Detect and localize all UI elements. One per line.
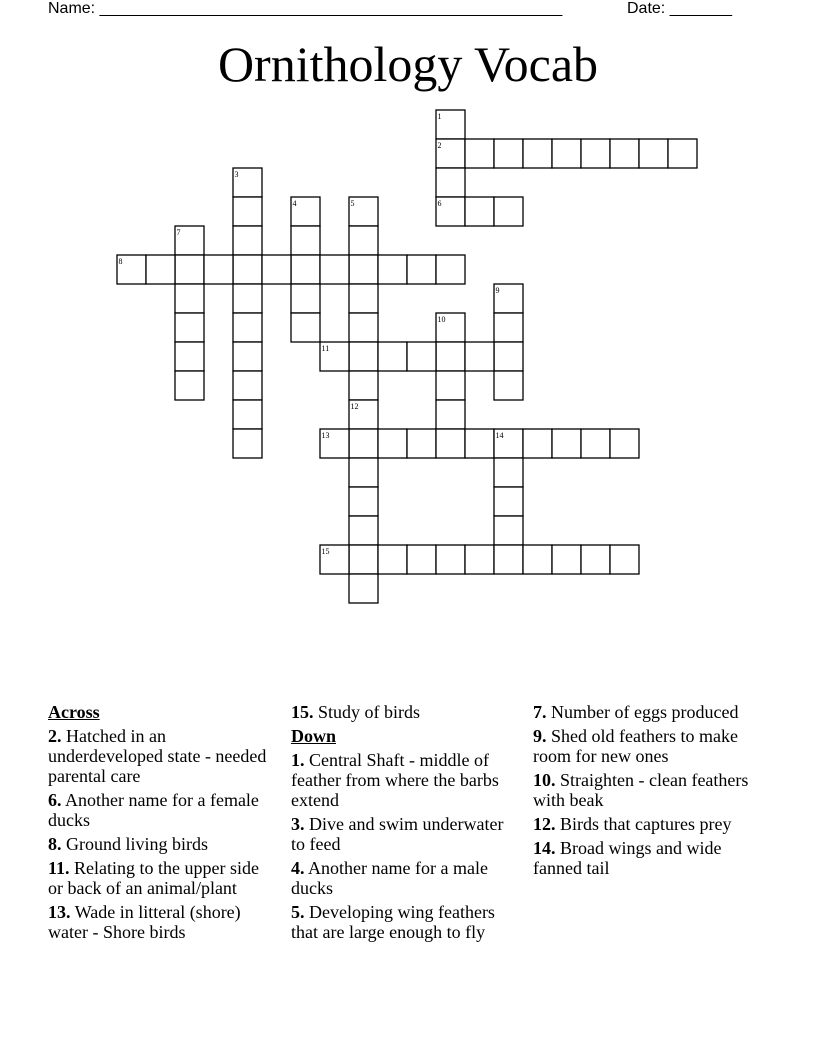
grid-cell[interactable] [378,342,407,371]
grid-cell[interactable] [523,429,552,458]
grid-cell[interactable] [581,139,610,168]
page-title: Ornithology Vocab [217,36,599,92]
grid-cell[interactable] [436,545,465,574]
grid-cell[interactable] [436,429,465,458]
grid-cell[interactable] [349,574,378,603]
grid-number: 15 [321,547,330,556]
clue-down-12: 12. Birds that captures prey [533,814,732,834]
grid-cell[interactable] [494,545,523,574]
grid-cell[interactable] [523,139,552,168]
grid-cell[interactable] [465,545,494,574]
clue-down-7: 7. Number of eggs produced [533,702,739,722]
grid-cell[interactable] [349,545,378,574]
clue-down-4: 4. Another name for a male ducks [291,858,488,898]
name-line: Name: ____________________________________________________ [48,0,563,17]
grid-cell[interactable] [407,545,436,574]
grid-number: 1 [437,112,442,121]
grid-number: 11 [321,344,330,353]
grid-cell[interactable] [465,139,494,168]
clue-across-11: 11. Relating to the upper side or back of an animal/plant [48,858,259,898]
clue-down-9: 9. Shed old feathers to make room for new ones [533,726,738,766]
grid-cell[interactable] [349,313,378,342]
grid-cell[interactable] [436,168,465,197]
clue-column-2 [291,702,521,946]
down-heading: Down [291,726,337,746]
clue-column-1 [48,702,278,946]
grid-cell[interactable] [436,342,465,371]
grid-cell[interactable] [233,342,262,371]
clue-down-3: 3. Dive and swim underwater to feed [291,814,504,854]
grid-cell[interactable] [494,139,523,168]
grid-cell[interactable] [175,313,204,342]
grid-cell[interactable] [233,429,262,458]
grid-cell[interactable] [494,458,523,487]
grid-cell[interactable] [349,458,378,487]
grid-cell[interactable] [465,342,494,371]
grid-cell[interactable] [175,284,204,313]
grid-cell[interactable] [465,197,494,226]
grid-cell[interactable] [436,400,465,429]
grid-cell[interactable] [610,429,639,458]
grid-cell[interactable] [146,255,175,284]
grid-cell[interactable] [349,516,378,545]
grid-number: 12 [350,402,359,411]
grid-number: 7 [176,228,181,237]
grid-cell[interactable] [494,197,523,226]
grid-cell[interactable] [204,255,233,284]
grid-cell[interactable] [349,342,378,371]
grid-cell[interactable] [175,371,204,400]
grid-cell[interactable] [233,255,262,284]
grid-cell[interactable] [233,197,262,226]
grid-cell[interactable] [320,255,349,284]
grid-cell[interactable] [494,516,523,545]
grid-number: 4 [292,199,297,208]
clue-across-13: 13. Wade in litteral (shore) water - Shore birds [48,902,241,942]
grid-cell[interactable] [610,545,639,574]
clue-across-15: 15. Study of birds [291,702,421,722]
grid-cell[interactable] [552,139,581,168]
grid-cell[interactable] [639,139,668,168]
grid-cell[interactable] [291,284,320,313]
grid-cell[interactable] [349,284,378,313]
grid-cell[interactable] [233,400,262,429]
grid-cell[interactable] [233,226,262,255]
grid-cell[interactable] [233,284,262,313]
grid-cell[interactable] [436,255,465,284]
grid-cell[interactable] [349,255,378,284]
clue-across-2: 2. Hatched in an underdeveloped state - needed parental care [48,726,267,786]
grid-cell[interactable] [552,545,581,574]
grid-cell[interactable] [465,429,494,458]
grid-cell[interactable] [494,371,523,400]
grid-cell[interactable] [262,255,291,284]
grid-cell[interactable] [494,313,523,342]
grid-cell[interactable] [668,139,697,168]
clue-down-5: 5. Developing wing feathers that are large enough to fly [291,902,495,942]
grid-cell[interactable] [349,487,378,516]
grid-cell[interactable] [378,255,407,284]
grid-cell[interactable] [378,429,407,458]
clue-down-1: 1. Central Shaft - middle of feather from where the barbs extend [291,750,499,810]
grid-cell[interactable] [349,371,378,400]
grid-cell[interactable] [378,545,407,574]
grid-cell[interactable] [436,371,465,400]
grid-cell[interactable] [233,371,262,400]
clue-across-8: 8. Ground living birds [48,834,208,854]
across-heading: Across [48,702,100,722]
grid-number: 5 [350,199,355,208]
grid-cell[interactable] [233,313,262,342]
grid-cell[interactable] [291,255,320,284]
grid-number: 13 [321,431,330,440]
grid-cell[interactable] [175,255,204,284]
grid-cell[interactable] [291,226,320,255]
grid-number: 8 [118,257,123,266]
clue-column-3 [533,702,773,882]
grid-cell[interactable] [407,342,436,371]
clue-down-14: 14. Broad wings and wide fanned tail [533,838,722,878]
grid-cell[interactable] [581,545,610,574]
grid-number: 10 [437,315,446,324]
grid-cell[interactable] [407,429,436,458]
grid-cell[interactable] [175,342,204,371]
grid-number: 6 [437,199,442,208]
grid-number: 9 [495,286,500,295]
grid-cell[interactable] [494,342,523,371]
date-line: Date: _______ [627,0,732,17]
grid-cell[interactable] [349,226,378,255]
grid-number: 3 [234,170,239,179]
grid-cell[interactable] [581,429,610,458]
clue-across-6: 6. Another name for a female ducks [48,790,259,830]
grid-cell[interactable] [349,429,378,458]
clue-down-10: 10. Straighten - clean feathers with beak [533,770,749,810]
grid-number: 14 [495,431,504,440]
grid-cell[interactable] [523,545,552,574]
grid-cell[interactable] [407,255,436,284]
grid-cell[interactable] [494,487,523,516]
grid-cell[interactable] [610,139,639,168]
grid-cell[interactable] [552,429,581,458]
grid-cell[interactable] [291,313,320,342]
grid-number: 2 [437,141,442,150]
